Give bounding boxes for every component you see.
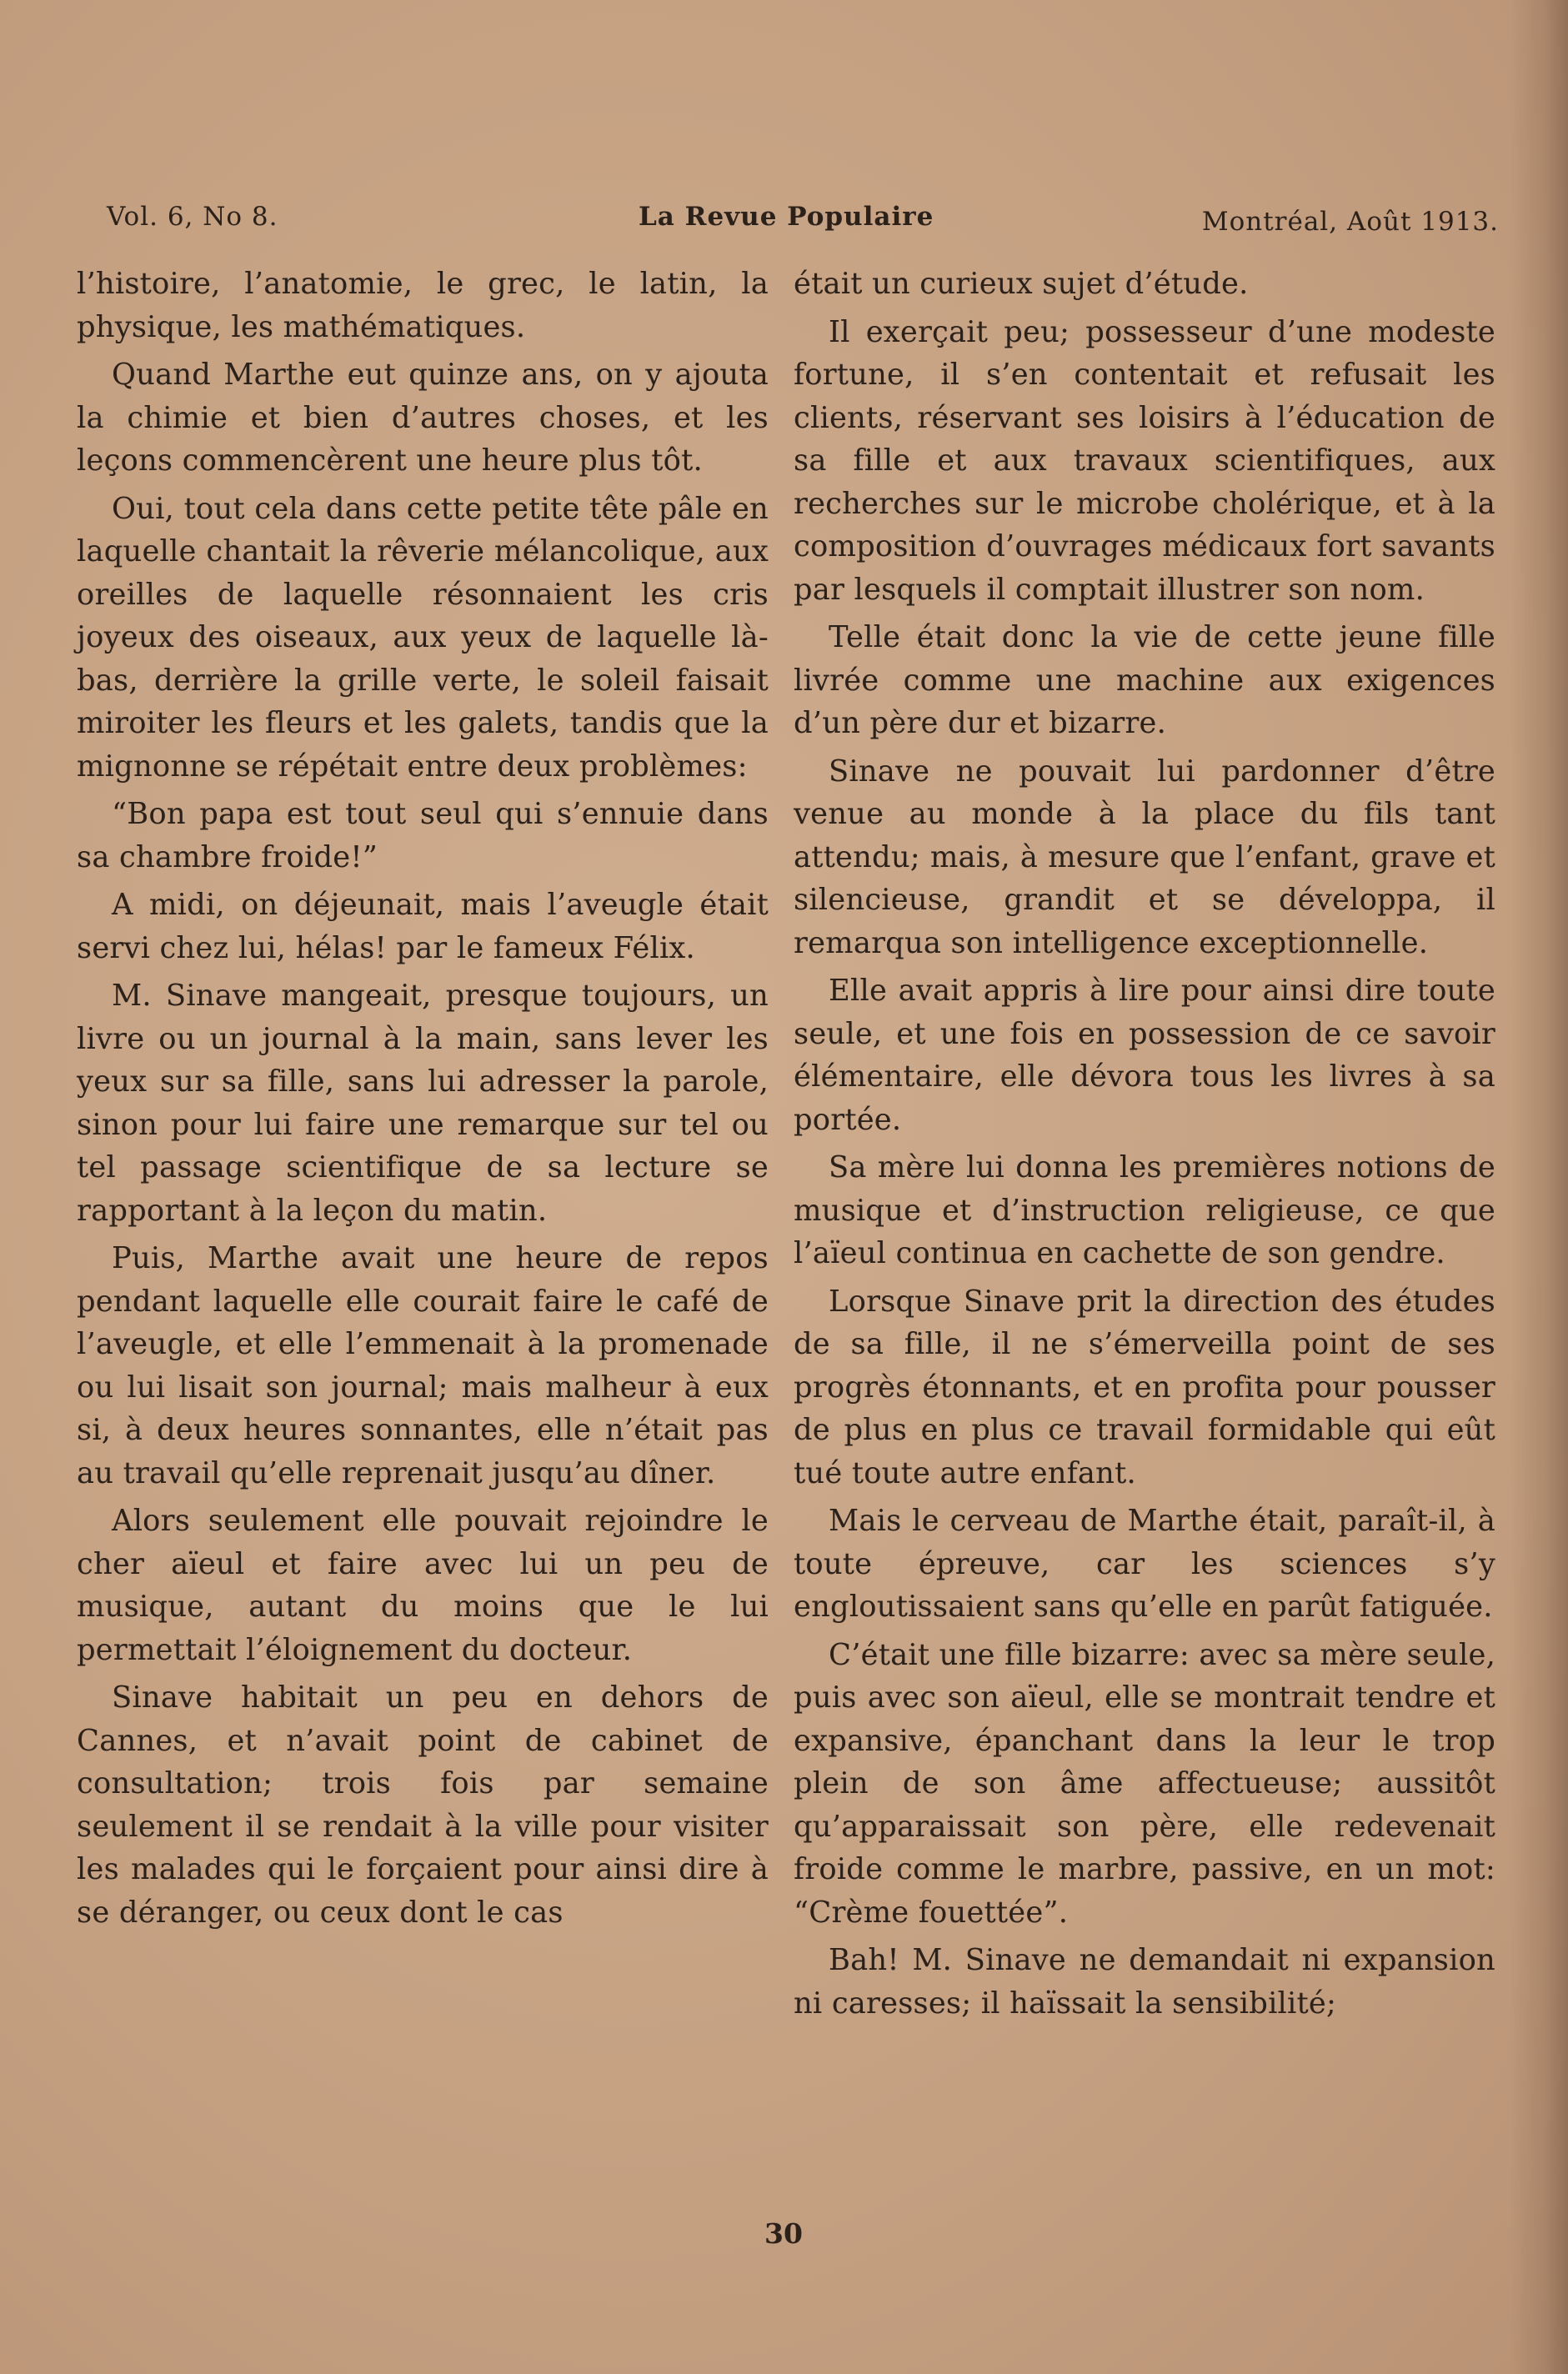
paragraph: Elle avait appris à lire pour ainsi dire toute seule, et une fois en possession de ce savoir élémentaire, elle dévora tous les livres à sa portée. [794, 974, 1495, 1137]
header-volume: Vol. 6, No 8. [107, 202, 278, 232]
page-edge-shadow [1510, 0, 1568, 2374]
paragraph: C’était une fille bizarre: avec sa mère seule, puis avec son aïeul, elle se montrait tendre et expansive, épanchant dans la leur le trop plein de son âme affectueuse; aussitôt qu’apparaissait son père, elle redevenait froide comme le marbre, passive, en un mot: “Crème fouettée”. [794, 1637, 1495, 1930]
paragraph: Puis, Marthe avait une heure de repos pendant laquelle elle courait faire le café de l’aveugle, et elle l’emmenait à la promenade ou lui lisait son journal; mais malheur à eux si, à deux heures sonnantes, elle n’était pas au travail qu’elle reprenait jusqu’au dîner. [77, 1241, 769, 1490]
paragraph: l’histoire, l’anatomie, le grec, le latin, la physique, les mathématiques. [77, 267, 769, 344]
header-journal-title: La Revue Populaire [639, 202, 934, 232]
paragraph: Lorsque Sinave prit la direction des études de sa fille, il ne s’émerveilla point de ses progrès étonnants, et en profita pour pousser de plus en plus ce travail formidable qui eût tué toute autre enfant. [794, 1284, 1495, 1490]
paragraph: Sinave ne pouvait lui pardonner d’être venue au monde à la place du fils tant attendu; mais, à mesure que l’enfant, grave et silencieuse, grandit et se développa, il remarqua son intelligence exceptionnelle. [794, 754, 1495, 960]
paragraph: “Bon papa est tout seul qui s’ennuie dans sa chambre froide!” [77, 797, 769, 874]
left-column [77, 263, 769, 2180]
paragraph: Sa mère lui donna les premières notions de musique et d’instruction religieuse, ce que l’aïeul continua en cachette de son gendre. [794, 1150, 1495, 1270]
right-column [794, 263, 1495, 2180]
paragraph: A midi, on déjeunait, mais l’aveugle était servi chez lui, hélas! par le fameux Félix. [77, 888, 769, 965]
paragraph: Alors seulement elle pouvait rejoindre le cher aïeul et faire avec lui un peu de musique, autant du moins que le lui permettait l’éloignement du docteur. [77, 1504, 769, 1667]
paragraph: M. Sinave mangeait, presque toujours, un livre ou un journal à la main, sans lever les yeux sur sa fille, sans lui adresser la parole, sinon pour lui faire une remarque sur tel ou tel passage scientifique de sa lecture se rapportant à la leçon du matin. [77, 979, 769, 1228]
paragraph: Quand Marthe eut quinze ans, on y ajouta la chimie et bien d’autres choses, et les leçons commencèrent une heure plus tôt. [77, 358, 769, 478]
page-number: 30 [764, 2217, 803, 2250]
paragraph: Oui, tout cela dans cette petite tête pâle en laquelle chantait la rêverie mélancolique, aux oreilles de laquelle résonnaient les cris joyeux des oiseaux, aux yeux de laquelle là-bas, derrière la grille verte, le soleil faisait miroiter les fleurs et les galets, tandis que la mignonne se répétait entre deux problèmes: [77, 491, 769, 784]
running-header [107, 202, 1499, 252]
paragraph: Il exerçait peu; possesseur d’une modeste fortune, il s’en contentait et refusait les clients, réservant ses loisirs à l’éducation de sa fille et aux travaux scientifiques, aux recherches sur le microbe cholérique, et à la composition d’ouvrages médicaux fort savants par lesquels il comptait illustrer son nom. [794, 314, 1495, 607]
paragraph: Mais le cerveau de Marthe était, paraît-il, à toute épreuve, car les sciences s’y engloutissaient sans qu’elle en parût fatiguée. [794, 1504, 1495, 1624]
paragraph: était un curieux sujet d’étude. [794, 267, 1249, 301]
paragraph: Sinave habitait un peu en dehors de Cannes, et n’avait point de cabinet de consultation; trois fois par semaine seulement il se rendait à la ville pour visiter les malades qui le forçaient pour ainsi dire à se déranger, ou ceux dont le cas [77, 1680, 769, 1930]
paragraph: Bah! M. Sinave ne demandait ni expansion ni caresses; il haïssait la sensibilité; [794, 1943, 1495, 2021]
paragraph: Telle était donc la vie de cette jeune fille livrée comme une machine aux exigences d’un père dur et bizarre. [794, 620, 1495, 740]
header-date: Montréal, Août 1913. [1201, 207, 1499, 237]
